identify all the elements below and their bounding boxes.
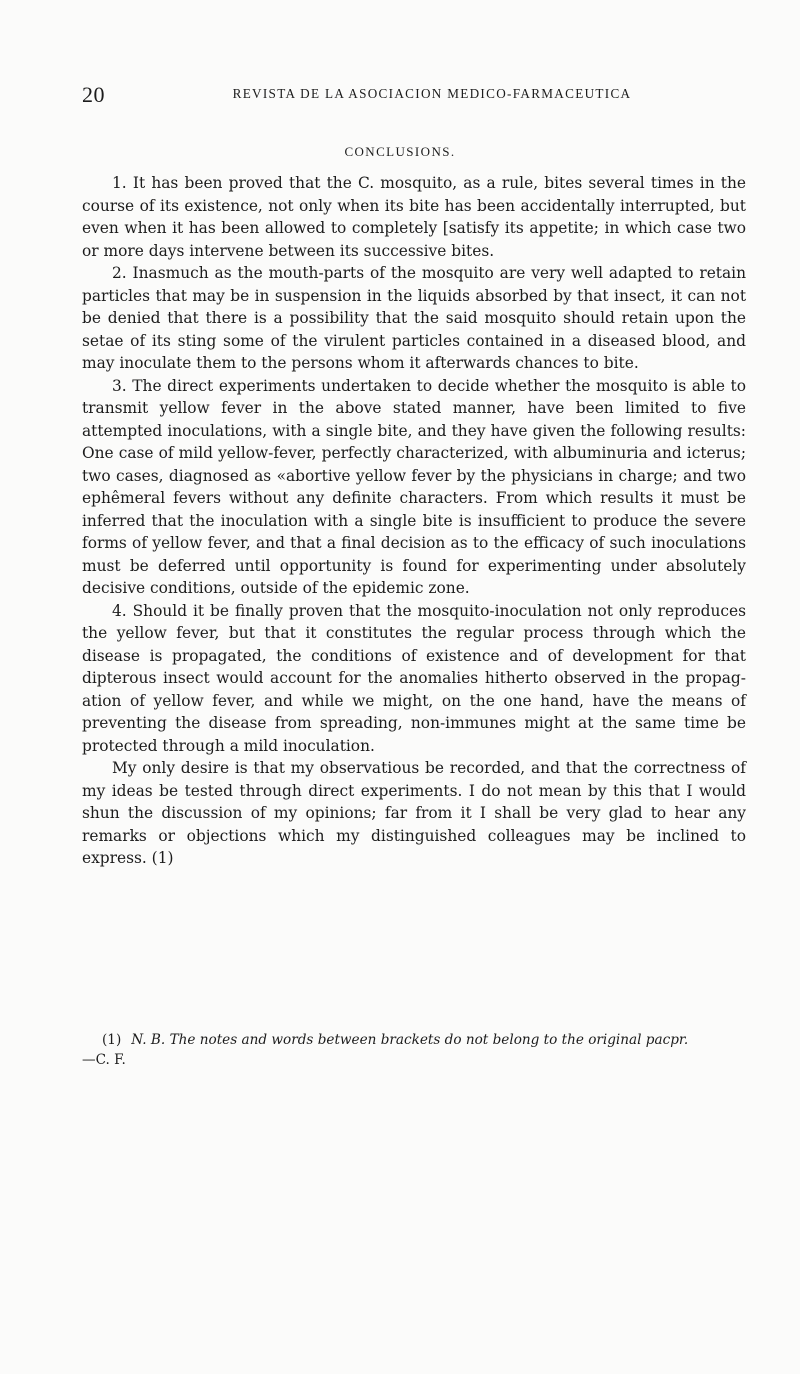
closing-paragraph: My only desire is that my observatious be recorded, and that the correctness of my ideas be tested through direct experiments. I do not mean by this that I would shun the discussion of my opinions; far from it I shall be very glad to hear any remarks or objections which my distinguished colleagues may be inclined to express. (1) xyxy=(82,759,746,867)
section-title: CONCLUSIONS. xyxy=(344,144,456,159)
conclusion-paragraph-3: 3. The direct experiments undertaken to decide whether the mosquito is able to transmit yellow fever in the above stated manner, have been limited to five attempted inoculations, with a single bite, and they have given the following results: One case of mild yellow-fever, perfectly characterized, with albuminuria and icterus; two cases, diagnosed as «abortive yellow fever by the physicians in charge; and two ephêmeral fevers without any definite characters. From which results it must be inferred that the inoculation with a single bite is insufficient to produce the severe forms of yellow fever, and that a final decision as to the efficacy of such inoculations must be deferred until opportunity is found for experimenting under absolutely decisive conditions, outside of the epidemic zone. xyxy=(82,376,746,597)
page-number: 20 xyxy=(82,82,105,107)
footnote-signature: —C. F. xyxy=(82,1052,126,1068)
journal-title: REVISTA DE LA ASOCIACION MEDICO-FARMACEUTICA xyxy=(232,86,632,101)
running-head xyxy=(82,82,742,110)
conclusion-paragraph-1: 1. It has been proved that the C. mosquito, as a rule, bites several times in the course of its existence, not only when its bite has been accidentally interrupted, but even when it has been allowed to completely [satisfy its appetite; in which case two or more days intervene between its successive bites. xyxy=(82,174,746,260)
conclusion-paragraph-4: 4. Should it be finally proven that the mosquito-inoculation not only reproduces the yellow fever, but that it constitutes the regular process through which the disease is propagated, the conditions of existence and of development for that dipterous insect would account for the anomalies hitherto observed in the propagation of yellow fever, and while we might, on the one hand, have the means of preventing the disease from spreading, non-immunes might at the same time be protected through a mild inoculation. xyxy=(82,601,746,755)
footnote-text: N. B. The notes and words between brackets do not belong to the original pacpr. xyxy=(131,1032,689,1048)
footnote-marker: (1) xyxy=(102,1032,122,1048)
conclusion-paragraph-2: 2. Inasmuch as the mouth-parts of the mosquito are very well adapted to retain particles that may be in suspension in the liquids absorbed by that insect, it can not be denied that there is a possibility that the said mosquito should retain upon the setae of its sting some of the virulent particles contained in a diseased blood, and may inoculate them to the persons whom it afterwards chances to bite. xyxy=(82,264,746,372)
footnote xyxy=(82,1030,746,1070)
body-text xyxy=(82,172,746,870)
